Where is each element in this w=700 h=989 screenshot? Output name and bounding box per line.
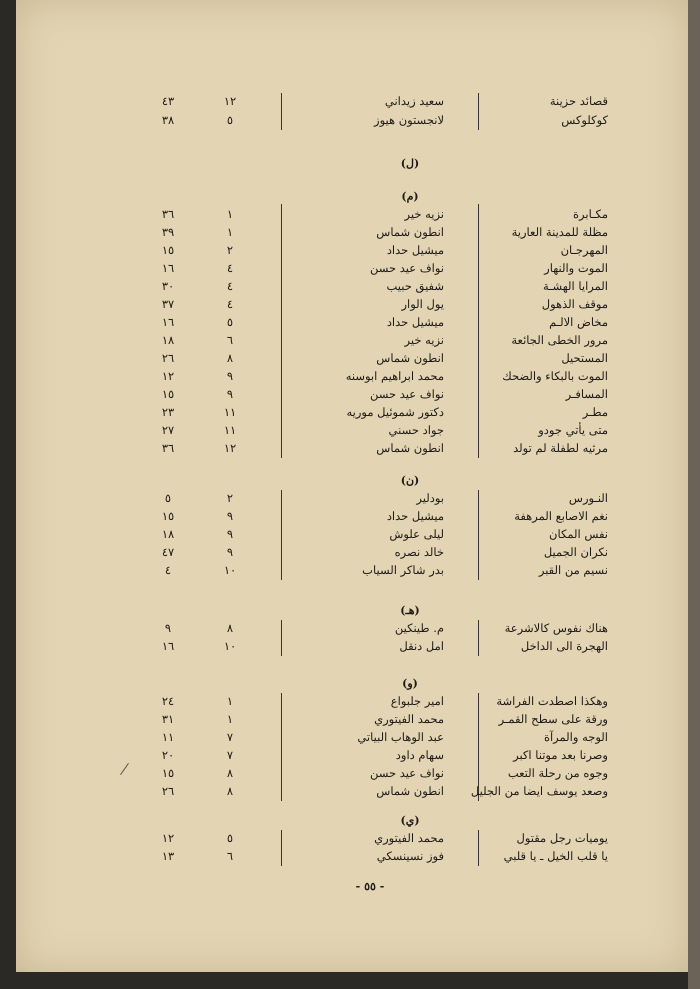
entry-issue: ٩ — [226, 369, 234, 383]
entry-page: ١٢ — [161, 831, 175, 845]
entry-issue: ٨ — [226, 766, 234, 780]
entry-page: ٤٧ — [161, 545, 175, 559]
entry-page: ٢٣ — [161, 405, 175, 419]
entry-page: ٢٦ — [161, 784, 175, 798]
index-row — [0, 693, 700, 709]
entry-author: ميشيل حداد — [386, 509, 444, 523]
entry-author: عبد الوهاب البياتي — [357, 730, 444, 744]
entry-page: ٣٦ — [161, 441, 175, 455]
entry-author: ليلى علوش — [389, 527, 444, 541]
entry-title: وهكذا اصطدت الفراشة — [496, 694, 608, 708]
section-heading: (ن) — [400, 474, 420, 487]
entry-title: المستحيل — [561, 351, 608, 365]
index-row — [0, 490, 700, 506]
index-row — [0, 747, 700, 763]
entry-author: يول الوار — [401, 297, 444, 311]
entry-page: ١٣ — [161, 849, 175, 863]
entry-issue: ٥ — [226, 831, 234, 845]
entry-author: انطون شماس — [376, 784, 444, 798]
entry-title: نكران الجميل — [543, 545, 608, 559]
index-row — [0, 404, 700, 420]
entry-title: وصرنا بعد موتنا اكبر — [513, 748, 608, 762]
entry-author: ميشيل حداد — [386, 243, 444, 257]
entry-title: نسيم من القبر — [538, 563, 608, 577]
index-row — [0, 206, 700, 222]
entry-page: ٢٦ — [161, 351, 175, 365]
entry-title: الوجه والمرآة — [543, 730, 608, 744]
section-heading: (ي) — [400, 814, 420, 827]
entry-title: وجوه من رحلة التعب — [507, 766, 608, 780]
entry-author: دكتور شموئيل موريه — [346, 405, 444, 419]
entry-page: ٥ — [164, 491, 172, 505]
index-row — [0, 526, 700, 542]
entry-author: نواف عيد حسن — [369, 387, 444, 401]
entry-author: سعيد زيداني — [384, 94, 444, 108]
entry-author: لانجستون هيوز — [374, 113, 444, 127]
entry-page: ١٦ — [161, 315, 175, 329]
entry-author: ميشيل حداد — [386, 315, 444, 329]
entry-title: نفس المكان — [549, 527, 608, 541]
index-row — [0, 278, 700, 294]
index-row — [0, 729, 700, 745]
entry-author: امل دنقل — [399, 639, 444, 653]
entry-title: مكـابرة — [573, 207, 608, 221]
entry-issue: ٨ — [226, 351, 234, 365]
entry-author: محمد الفيتوري — [374, 831, 444, 845]
entry-page: ١٥ — [161, 243, 175, 257]
entry-issue: ٧ — [226, 730, 234, 744]
entry-author: بودلير — [416, 491, 444, 505]
section-heading: (هـ) — [400, 604, 420, 617]
entry-author: نواف عيد حسن — [369, 261, 444, 275]
entry-issue: ١ — [226, 225, 234, 239]
entry-issue: ٦ — [226, 333, 234, 347]
entry-page: ٢٠ — [161, 748, 175, 762]
entry-issue: ١ — [226, 712, 234, 726]
entry-title: الموت والنهار — [544, 261, 608, 275]
entry-title: متى يأتي جودو — [538, 423, 608, 437]
index-row — [0, 224, 700, 240]
entry-issue: ٤ — [226, 279, 234, 293]
section-heading: (و) — [402, 677, 418, 690]
entry-author: بدر شاكر السياب — [362, 563, 444, 577]
entry-issue: ١٠ — [223, 639, 237, 653]
entry-title: المهرجـان — [560, 243, 608, 257]
page-sheet — [16, 0, 688, 972]
entry-author: نزيه خير — [404, 207, 444, 221]
section-heading: (ل) — [400, 157, 420, 170]
entry-issue: ٩ — [226, 509, 234, 523]
index-row — [0, 620, 700, 636]
entry-issue: ٢ — [226, 491, 234, 505]
entry-page: ١٨ — [161, 333, 175, 347]
entry-page: ٣٩ — [161, 225, 175, 239]
entry-issue: ٤ — [226, 261, 234, 275]
index-row — [0, 350, 700, 366]
index-row — [0, 112, 700, 128]
entry-page: ٣٨ — [161, 113, 175, 127]
index-row — [0, 368, 700, 384]
entry-author: انطون شماس — [376, 441, 444, 455]
entry-page: ١٦ — [161, 261, 175, 275]
entry-page: ١٨ — [161, 527, 175, 541]
section-heading: (م) — [401, 190, 419, 203]
entry-page: ٣٦ — [161, 207, 175, 221]
entry-title: مخاض الالـم — [549, 315, 608, 329]
entry-page: ١١ — [161, 730, 175, 744]
entry-issue: ٥ — [226, 315, 234, 329]
index-row — [0, 314, 700, 330]
entry-title: الموت بالبكاء والضحك — [502, 369, 608, 383]
entry-author: انطون شماس — [376, 351, 444, 365]
entry-author: فوز نسينسكي — [376, 849, 444, 863]
entry-page: ٤ — [164, 563, 172, 577]
entry-author: جواد حسني — [388, 423, 444, 437]
entry-title: يا قلب الخيل ـ يا قلبي — [503, 849, 608, 863]
index-row — [0, 562, 700, 578]
entry-title: وصعد يوسف ايضا من الجليل — [470, 784, 608, 798]
entry-issue: ٥ — [226, 113, 234, 127]
entry-author: سهام داود — [395, 748, 444, 762]
entry-issue: ٩ — [226, 527, 234, 541]
entry-issue: ٨ — [226, 784, 234, 798]
entry-author: نواف عيد حسن — [369, 766, 444, 780]
index-row — [0, 638, 700, 654]
entry-issue: ١١ — [223, 423, 237, 437]
index-row — [0, 296, 700, 312]
entry-title: مرثيه لطفلة لم تولد — [513, 441, 608, 455]
index-row — [0, 93, 700, 109]
index-row — [0, 544, 700, 560]
entry-page: ٣١ — [161, 712, 175, 726]
entry-page: ١٥ — [161, 509, 175, 523]
index-row — [0, 711, 700, 727]
entry-issue: ٤ — [226, 297, 234, 311]
entry-title: النـورس — [568, 491, 608, 505]
entry-title: هناك نفوس كالاشرعة — [504, 621, 608, 635]
index-row — [0, 242, 700, 258]
entry-author: محمد ابراهيم ابوسنه — [345, 369, 444, 383]
entry-issue: ١ — [226, 207, 234, 221]
index-row — [0, 848, 700, 864]
entry-title: قصائد حزينة — [549, 94, 608, 108]
index-row — [0, 830, 700, 846]
entry-title: كوكلوكس — [561, 113, 608, 127]
entry-issue: ١ — [226, 694, 234, 708]
entry-page: ١٢ — [161, 369, 175, 383]
entry-title: نغم الاصابع المرهفة — [514, 509, 608, 523]
entry-page: ١٥ — [161, 387, 175, 401]
entry-title: المسافـر — [565, 387, 608, 401]
entry-page: ٢٧ — [161, 423, 175, 437]
entry-author: شفيق حبيب — [386, 279, 444, 293]
entry-issue: ١٢ — [223, 94, 237, 108]
entry-issue: ٧ — [226, 748, 234, 762]
entry-author: انطون شماس — [376, 225, 444, 239]
index-row — [0, 440, 700, 456]
entry-issue: ١٠ — [223, 563, 237, 577]
index-row — [0, 260, 700, 276]
entry-author: امير جلبواع — [390, 694, 444, 708]
entry-title: مظلة للمدينة العارية — [511, 225, 608, 239]
entry-page: ٩ — [164, 621, 172, 635]
entry-issue: ٢ — [226, 243, 234, 257]
entry-issue: ٨ — [226, 621, 234, 635]
entry-page: ٢٤ — [161, 694, 175, 708]
entry-title: مطـر — [582, 405, 608, 419]
entry-page: ١٥ — [161, 766, 175, 780]
entry-issue: ٩ — [226, 545, 234, 559]
entry-author: نزيه خير — [404, 333, 444, 347]
entry-page: ٤٣ — [161, 94, 175, 108]
entry-page: ٣٠ — [161, 279, 175, 293]
page-number: - ٥٥ - — [355, 880, 385, 893]
index-row — [0, 508, 700, 524]
entry-issue: ١٢ — [223, 441, 237, 455]
entry-title: موقف الذهول — [541, 297, 608, 311]
index-row — [0, 422, 700, 438]
entry-page: ٣٧ — [161, 297, 175, 311]
entry-issue: ٦ — [226, 849, 234, 863]
index-row — [0, 386, 700, 402]
entry-author: خالد نصره — [394, 545, 444, 559]
index-row — [0, 765, 700, 781]
index-row — [0, 783, 700, 799]
entry-title: الهجرة الى الداخل — [520, 639, 608, 653]
entry-title: ورقة على سطح القمـر — [498, 712, 608, 726]
entry-issue: ١١ — [223, 405, 237, 419]
entry-author: م. طينكين — [394, 621, 444, 635]
entry-page: ١٦ — [161, 639, 175, 653]
entry-title: المرايا الهشـة — [542, 279, 608, 293]
entry-title: يوميات رجل مقتول — [516, 831, 608, 845]
entry-author: محمد الفيتوري — [374, 712, 444, 726]
index-row — [0, 332, 700, 348]
entry-title: مرور الخطى الجائعة — [511, 333, 608, 347]
entry-issue: ٩ — [226, 387, 234, 401]
